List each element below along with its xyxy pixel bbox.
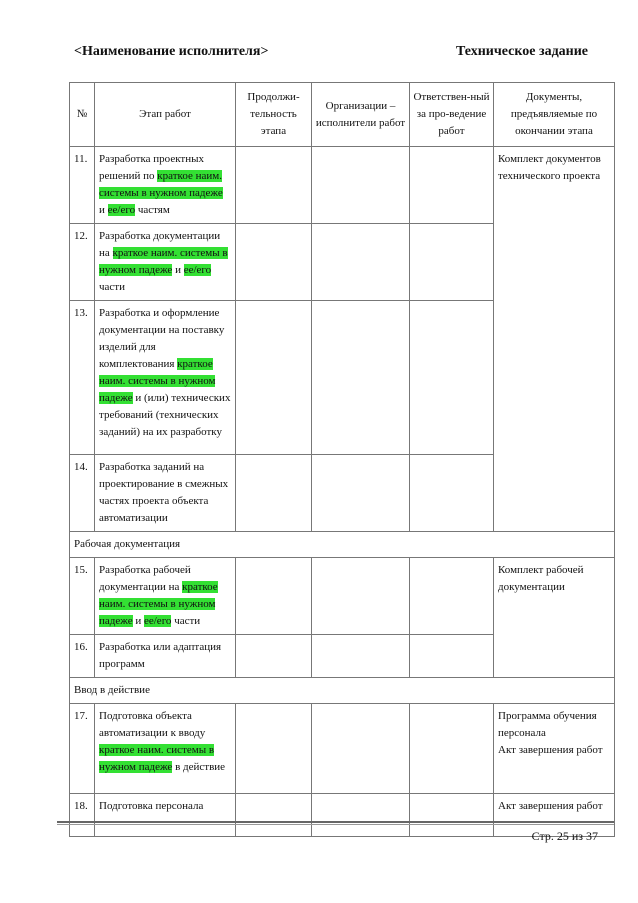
orgs-cell — [312, 558, 410, 635]
orgs-cell — [312, 455, 410, 532]
work-stages-table — [69, 82, 615, 837]
placeholder-highlight: ее/его — [183, 264, 212, 276]
table-row — [70, 704, 615, 794]
orgs-cell — [312, 704, 410, 794]
stage-cell: Разработка и оформление документации на поставку изделий для комплектования краткое наим. системы в нужном падеже и (или) технических требований (технических заданий) на их разработку — [95, 301, 236, 455]
duration-cell — [236, 301, 312, 455]
section-title: Рабочая документация — [70, 532, 615, 558]
responsible-cell — [410, 147, 494, 224]
stage-cell: Подготовка объекта автоматизации к вводу краткое наим. системы в нужном падеже в действие — [95, 704, 236, 794]
responsible-cell — [410, 301, 494, 455]
row-number: 17. — [70, 704, 95, 794]
row-number: 13. — [70, 301, 95, 455]
executor-name-header: <Наименование исполнителя> — [74, 44, 269, 59]
col-header-docs: Документы, предъявляемые по окончании этапа — [494, 83, 615, 147]
col-header-stage: Этап работ — [95, 83, 236, 147]
row-number: 14. — [70, 455, 95, 532]
orgs-cell — [312, 794, 410, 837]
duration-cell — [236, 794, 312, 837]
section-title: Ввод в действие — [70, 678, 615, 704]
duration-cell — [236, 224, 312, 301]
duration-cell — [236, 558, 312, 635]
docs-cell: Программа обучения персонала Акт завершения работ — [494, 704, 615, 794]
orgs-cell — [312, 301, 410, 455]
orgs-cell — [312, 224, 410, 301]
document-type-header: Техническое задание — [455, 44, 588, 59]
duration-cell — [236, 455, 312, 532]
responsible-cell — [410, 224, 494, 301]
placeholder-highlight: краткое наим. системы в нужном падеже — [99, 247, 228, 276]
col-header-num: № — [70, 83, 95, 147]
duration-cell — [236, 704, 312, 794]
responsible-cell — [410, 794, 494, 837]
placeholder-highlight: краткое наим. системы в нужном падеже — [99, 358, 216, 404]
responsible-cell — [410, 635, 494, 678]
responsible-cell — [410, 455, 494, 532]
row-number: 15. — [70, 558, 95, 635]
placeholder-highlight: ее/его — [143, 615, 172, 627]
table-row — [70, 558, 615, 635]
placeholder-highlight: ее/его — [107, 204, 136, 216]
responsible-cell — [410, 704, 494, 794]
section-row — [70, 532, 615, 558]
row-number: 18. — [70, 794, 95, 837]
responsible-cell — [410, 558, 494, 635]
stage-cell: Разработка рабочей документации на краткое наим. системы в нужном падеже и ее/его части — [95, 558, 236, 635]
table-header-row — [70, 83, 615, 147]
stage-cell: Разработка или адаптация программ — [95, 635, 236, 678]
footer-divider — [57, 821, 614, 823]
placeholder-highlight: краткое наим. системы в нужном падеже — [99, 581, 218, 627]
placeholder-highlight: краткое наим. системы в нужном падеже — [99, 170, 223, 199]
row-number: 12. — [70, 224, 95, 301]
stage-cell: Подготовка персонала — [95, 794, 236, 837]
row-number: 11. — [70, 147, 95, 224]
stage-cell: Разработка проектных решений по краткое наим. системы в нужном падеже и ее/его частям — [95, 147, 236, 224]
section-row — [70, 678, 615, 704]
duration-cell — [236, 147, 312, 224]
stage-cell: Разработка документации на краткое наим. системы в нужном падеже и ее/его части — [95, 224, 236, 301]
col-header-responsible: Ответствен-ный за про-ведение работ — [410, 83, 494, 147]
col-header-duration: Продолжи-тельность этапа — [236, 83, 312, 147]
docs-cell: Акт завершения работ — [494, 794, 615, 837]
duration-cell — [236, 635, 312, 678]
placeholder-highlight: краткое наим. системы в нужном падеже — [99, 744, 215, 773]
docs-cell: Комплект документов технического проекта — [494, 147, 615, 532]
page-number: Стр. 25 из 37 — [531, 829, 598, 843]
stage-cell: Разработка заданий на проектирование в смежных частях проекта объекта автоматизации — [95, 455, 236, 532]
col-header-orgs: Организации – исполнители работ — [312, 83, 410, 147]
table-row — [70, 147, 615, 224]
orgs-cell — [312, 635, 410, 678]
footer-divider-thin — [57, 824, 614, 825]
orgs-cell — [312, 147, 410, 224]
docs-cell: Комплект рабочей документации — [494, 558, 615, 678]
row-number: 16. — [70, 635, 95, 678]
